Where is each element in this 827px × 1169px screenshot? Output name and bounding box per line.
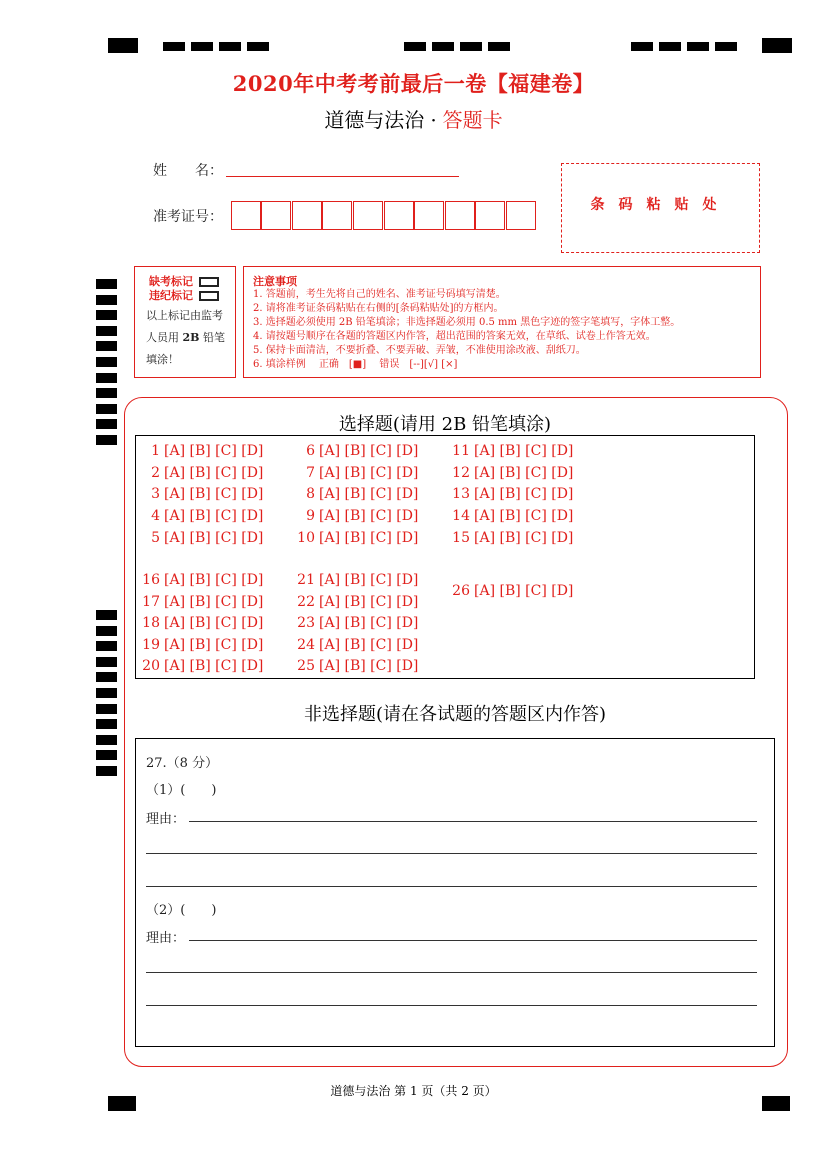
side-timing-mark — [96, 279, 117, 289]
instruction-line — [146, 327, 225, 349]
reason-label: 理由： — [146, 931, 186, 946]
absent-checkbox[interactable] — [199, 277, 219, 287]
mc-question[interactable] — [295, 486, 418, 502]
mc-options[interactable]: [A] [B] [C] [D] — [474, 508, 574, 524]
exam-title: 2020年中考考前最后一卷【福建卷】 — [232, 71, 595, 96]
side-timing-mark — [96, 373, 117, 383]
mc-question[interactable] — [295, 594, 418, 610]
absent-label: 缺考标记 — [149, 275, 193, 288]
mc-question-number: 17 — [142, 594, 160, 610]
violation-checkbox[interactable] — [199, 291, 219, 301]
mc-options[interactable]: [A] [B] [C] [D] — [319, 658, 419, 674]
mc-options[interactable]: [A] [B] [C] [D] — [474, 486, 574, 502]
alignment-mark — [191, 42, 213, 51]
mc-options[interactable]: [A] [B] [C] [D] — [319, 615, 419, 631]
answer-line[interactable] — [146, 853, 757, 854]
card-type: 答题卡 — [442, 108, 503, 132]
mc-question-number: 7 — [306, 465, 315, 481]
notes-title: 注意事项 — [253, 275, 297, 288]
answer-line[interactable] — [146, 1005, 757, 1006]
note-item: 2. 请将准考证条码粘贴在右侧的[条码粘贴处]的方框内。 — [253, 303, 504, 314]
mc-question[interactable] — [450, 583, 573, 599]
notes-box — [243, 266, 761, 378]
mc-question-number: 25 — [297, 658, 315, 674]
id-digit-box[interactable] — [445, 201, 475, 230]
side-timing-mark — [96, 719, 117, 729]
mc-options[interactable]: [A] [B] [C] [D] — [164, 443, 264, 459]
mc-question[interactable] — [295, 637, 418, 653]
mc-options[interactable]: [A] [B] [C] [D] — [164, 486, 264, 502]
alignment-mark — [163, 42, 185, 51]
mc-question-number: 11 — [452, 443, 470, 459]
mc-question[interactable] — [295, 572, 418, 588]
note-item: 1. 答题前，考生先将自己的姓名、准考证号码填写清楚。 — [253, 289, 506, 300]
side-timing-mark — [96, 435, 117, 445]
violation-mark-row — [149, 287, 219, 303]
answer-line[interactable] — [189, 940, 757, 941]
id-digit-box[interactable] — [261, 201, 291, 230]
mc-question-number: 4 — [151, 508, 160, 524]
side-timing-mark — [96, 766, 117, 776]
mc-options[interactable]: [A] [B] [C] [D] — [319, 443, 419, 459]
id-digit-box[interactable] — [506, 201, 536, 230]
mc-options[interactable]: [A] [B] [C] [D] — [319, 594, 419, 610]
side-timing-mark — [96, 388, 117, 398]
mc-question[interactable] — [140, 658, 263, 674]
id-digit-box[interactable] — [384, 201, 414, 230]
mc-question-number: 20 — [142, 658, 160, 674]
mc-question-number: 24 — [297, 637, 315, 653]
mc-question[interactable] — [295, 443, 418, 459]
side-timing-mark — [96, 419, 117, 429]
mc-question-number: 12 — [452, 465, 470, 481]
mc-question-number: 13 — [452, 486, 470, 502]
mc-options[interactable]: [A] [B] [C] [D] — [164, 508, 264, 524]
mc-options[interactable]: [A] [B] [C] [D] — [319, 572, 419, 588]
violation-label: 违纪标记 — [149, 289, 193, 302]
mc-question[interactable] — [295, 615, 418, 631]
mc-options[interactable]: [A] [B] [C] [D] — [474, 465, 574, 481]
name-field[interactable] — [226, 176, 459, 177]
mc-options[interactable]: [A] [B] [C] [D] — [319, 465, 419, 481]
reason-label: 理由： — [146, 812, 186, 827]
mc-question[interactable] — [450, 508, 573, 524]
mc-options[interactable]: [A] [B] [C] [D] — [474, 530, 574, 546]
mc-question-number: 26 — [452, 583, 470, 599]
alignment-mark — [687, 42, 709, 51]
q27-part2[interactable]: （2）( ) — [146, 903, 217, 918]
mc-options[interactable]: [A] [B] [C] [D] — [474, 583, 574, 599]
mc-options[interactable]: [A] [B] [C] [D] — [319, 508, 419, 524]
side-timing-mark — [96, 326, 117, 336]
mc-question-number: 14 — [452, 508, 470, 524]
mc-question[interactable] — [140, 465, 263, 481]
mc-question-number: 21 — [297, 572, 315, 588]
side-timing-mark — [96, 735, 117, 745]
alignment-mark — [247, 42, 269, 51]
proctor-marks-box — [134, 266, 236, 378]
id-digit-box[interactable] — [353, 201, 383, 230]
mc-question-number: 16 — [142, 572, 160, 588]
mc-options[interactable]: [A] [B] [C] [D] — [319, 637, 419, 653]
id-digit-box[interactable] — [292, 201, 322, 230]
mc-question-number: 18 — [142, 615, 160, 631]
id-digit-box[interactable] — [231, 201, 261, 230]
answer-line[interactable] — [146, 972, 757, 973]
note-item: 3. 选择题必须使用 2B 铅笔填涂；非选择题必须用 0.5 mm 黑色字迹的签字笔填写，字体工整。 — [253, 317, 681, 328]
side-timing-mark — [96, 750, 117, 760]
mc-options[interactable]: [A] [B] [C] [D] — [164, 615, 264, 631]
mc-question[interactable] — [295, 658, 418, 674]
mc-question-number: 6 — [306, 443, 315, 459]
mc-question[interactable] — [295, 508, 418, 524]
mc-question[interactable] — [450, 530, 573, 546]
side-timing-mark — [96, 357, 117, 367]
q27-part1[interactable]: （1）( ) — [146, 783, 217, 798]
mc-question[interactable] — [295, 530, 418, 546]
mc-question-number: 3 — [151, 486, 160, 502]
mc-options[interactable]: [A] [B] [C] [D] — [319, 486, 419, 502]
side-timing-mark — [96, 657, 117, 667]
instruction-line: 以上标记由监考 — [146, 309, 223, 322]
side-timing-mark — [96, 295, 117, 305]
side-timing-mark — [96, 626, 117, 636]
mc-question-number: 2 — [151, 465, 160, 481]
side-timing-mark — [96, 672, 117, 682]
note-item: 6. 填涂样例 正确 [■] 错误 [--][√] [×] — [253, 359, 458, 370]
mc-question-number: 19 — [142, 637, 160, 653]
mc-options[interactable]: [A] [B] [C] [D] — [164, 530, 264, 546]
mc-question[interactable] — [140, 615, 263, 631]
instruction-text: 人员用 — [146, 331, 183, 344]
mc-question-number: 9 — [306, 508, 315, 524]
mc-section-title: 选择题(请用 2B 铅笔填涂) — [338, 414, 552, 435]
mc-options[interactable]: [A] [B] [C] [D] — [319, 530, 419, 546]
mc-options[interactable]: [A] [B] [C] [D] — [164, 594, 264, 610]
q27-title: 27.（8 分） — [146, 756, 219, 771]
side-timing-mark — [96, 688, 117, 698]
alignment-mark — [659, 42, 681, 51]
mc-question[interactable] — [450, 486, 573, 502]
mc-question[interactable] — [140, 594, 263, 610]
mc-options[interactable]: [A] [B] [C] [D] — [164, 572, 264, 588]
side-timing-mark — [96, 310, 117, 320]
alignment-mark — [488, 42, 510, 51]
answer-line[interactable] — [146, 886, 757, 887]
mc-question[interactable] — [140, 508, 263, 524]
answer-line[interactable] — [189, 821, 757, 822]
alignment-mark — [762, 38, 792, 53]
note-item: 5. 保持卡面清洁，不要折叠、不要弄破、弄皱，不准使用涂改液、刮纸刀。 — [253, 345, 586, 356]
side-timing-mark — [96, 704, 117, 714]
separator-dot: · — [430, 108, 437, 132]
mc-question[interactable] — [140, 443, 263, 459]
subject-name: 道德与法治 — [324, 108, 425, 132]
instruction-pencil: 2B — [182, 331, 200, 344]
mc-question-number: 15 — [452, 530, 470, 546]
alignment-mark — [631, 42, 653, 51]
side-timing-mark — [96, 404, 117, 414]
side-timing-mark — [96, 610, 117, 620]
mc-question-number: 8 — [306, 486, 315, 502]
mc-question[interactable] — [140, 637, 263, 653]
mc-options[interactable]: [A] [B] [C] [D] — [164, 465, 264, 481]
alignment-mark — [404, 42, 426, 51]
id-digit-box[interactable] — [322, 201, 352, 230]
mc-question-number: 5 — [151, 530, 160, 546]
alignment-mark — [460, 42, 482, 51]
notes-list — [253, 288, 680, 372]
card-subtitle — [0, 104, 827, 133]
name-label: 姓 名： — [153, 163, 223, 179]
alignment-mark — [715, 42, 737, 51]
instruction-text: 铅笔 — [199, 331, 225, 344]
mark-instructions — [146, 305, 225, 371]
note-item: 4. 请按题号顺序在各题的答题区内作答，超出范围的答案无效，在草纸、试卷上作答无效。 — [253, 331, 656, 342]
id-label: 准考证号： — [153, 209, 223, 225]
alignment-mark — [219, 42, 241, 51]
open-section-title: 非选择题(请在各试题的答题区内作答) — [303, 704, 607, 725]
side-timing-mark — [96, 641, 117, 651]
side-timing-mark — [96, 341, 117, 351]
open-answer-frame — [135, 738, 775, 1047]
mc-question[interactable] — [450, 465, 573, 481]
mc-options[interactable]: [A] [B] [C] [D] — [164, 637, 264, 653]
alignment-mark — [108, 38, 138, 53]
page-footer: 道德与法治 第 1 页（共 2 页） — [330, 1084, 497, 1098]
mc-question-number: 1 — [151, 443, 160, 459]
mc-options[interactable]: [A] [B] [C] [D] — [164, 658, 264, 674]
barcode-area — [561, 163, 760, 253]
barcode-label: 条码粘贴处 — [590, 197, 731, 213]
mc-question-number: 23 — [297, 615, 315, 631]
mc-question-number: 22 — [297, 594, 315, 610]
mc-question[interactable] — [450, 443, 573, 459]
mc-question[interactable] — [140, 572, 263, 588]
id-digit-box[interactable] — [414, 201, 444, 230]
instruction-line: 填涂！ — [146, 353, 179, 366]
mc-question[interactable] — [140, 530, 263, 546]
mc-question[interactable] — [295, 465, 418, 481]
mc-options[interactable]: [A] [B] [C] [D] — [474, 443, 574, 459]
mc-question[interactable] — [140, 486, 263, 502]
mc-question-number: 10 — [297, 530, 315, 546]
alignment-mark — [432, 42, 454, 51]
id-digit-box[interactable] — [475, 201, 505, 230]
